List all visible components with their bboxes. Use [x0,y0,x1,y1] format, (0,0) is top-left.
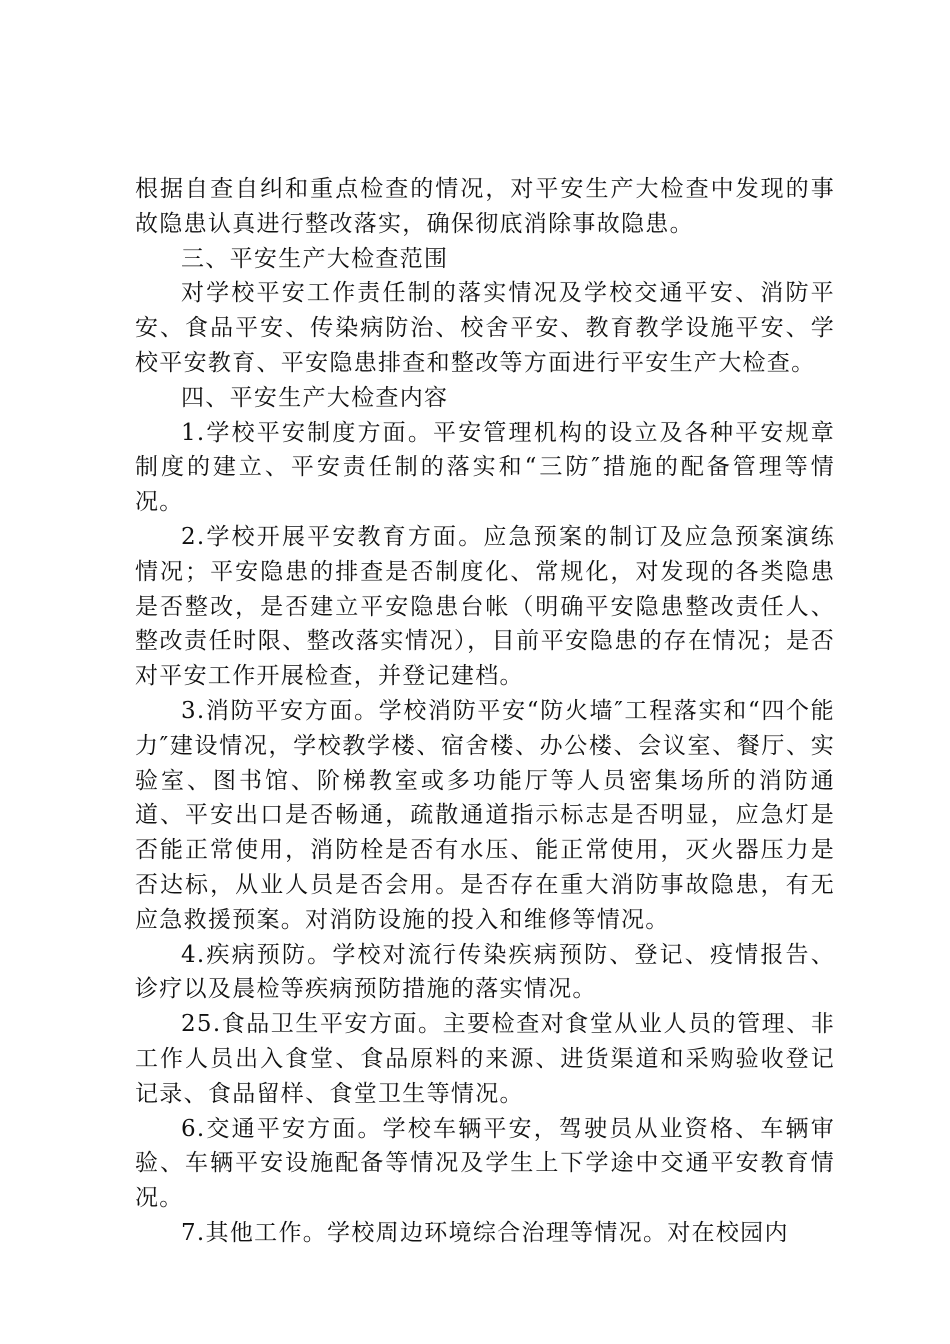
list-item-4: 4.疾病预防。学校对流行传染疾病预防、登记、疫情报告、诊疗以及晨检等疾病预防措施的落实情况。 [135,941,835,1003]
list-item-6: 6.交通平安方面。学校车辆平安，驾驶员从业资格、车辆审验、车辆平安设施配备等情况及学生上下学途中交通平安教育情况。 [135,1115,835,1212]
section-heading-4: 四、平安生产大检查内容 [181,384,449,411]
list-item-5: 25.食品卫生平安方面。主要检查对食堂从业人员的管理、非工作人员出入食堂、食品原料的来源、进货渠道和采购验收登记记录、食品留样、食堂卫生等情况。 [135,1011,835,1107]
list-item-1: 1.学校平安制度方面。平安管理机构的设立及各种平安规章制度的建立、平安责任制的落实和“三防″措施的配备管理等情况。 [135,419,835,516]
document-body [135,172,835,1251]
paragraph-1: 根据自查自纠和重点检查的情况，对平安生产大检查中发现的事故隐患认真进行整改落实，确保彻底消除事故隐患。 [135,176,835,237]
section-heading-3: 三、平安生产大检查范围 [181,245,449,272]
list-item-7: 7.其他工作。学校周边环境综合治理等情况。对在校园内 [181,1219,789,1246]
paragraph-scope: 对学校平安工作责任制的落实情况及学校交通平安、消防平安、食品平安、传染病防治、校舍平安、教育教学设施平安、学校平安教育、平安隐患排查和整改等方面进行平安生产大检查。 [135,280,835,376]
list-item-3: 3.消防平安方面。学校消防平安“防火墙″工程落实和“四个能力″建设情况，学校教学楼、宿舍楼、办公楼、会议室、餐厅、实验室、图书馆、阶梯教室或多功能厅等人员密集场所的消防通道、平安出口是否畅通，疏散通道指示标志是否明显，应急灯是否能正常使用，消防栓是否有水压、能正常使用，灭火器压力是否达标，从业人员是否会用。是否存在重大消防事故隐患，有无应急救援预案。对消防设施的投入和维修等情况。 [135,697,835,933]
list-item-2: 2.学校开展平安教育方面。应急预案的制订及应急预案演练情况；平安隐患的排查是否制度化、常规化，对发现的各类隐患是否整改，是否建立平安隐患台帐（明确平安隐患整改责任人、整改责任时限、整改落实情况），目前平安隐患的存在情况；是否对平安工作开展检查，并登记建档。 [135,523,835,690]
